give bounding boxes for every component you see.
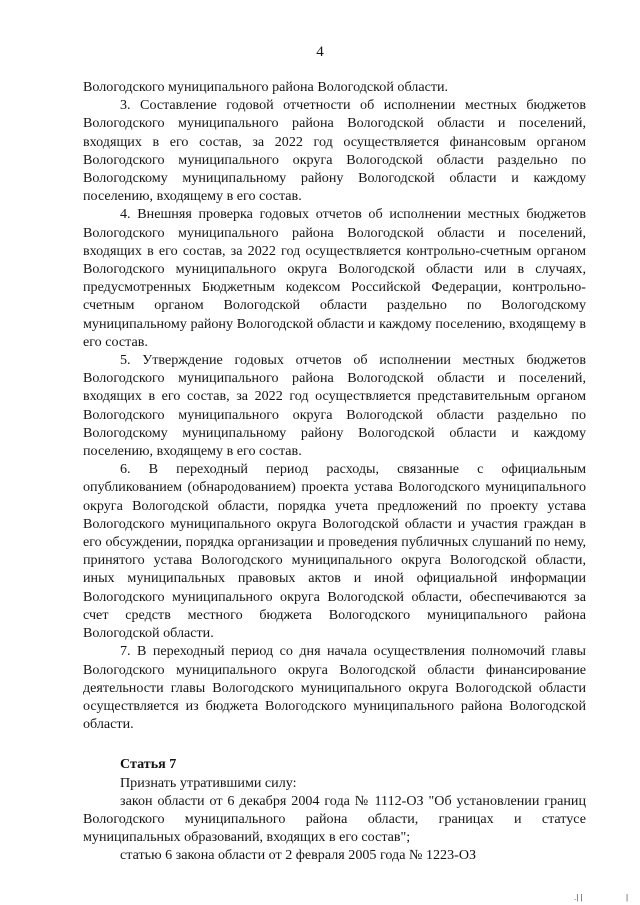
paragraph-4: 4. Внешняя проверка годовых отчетов об исполнении местных бюджетов Вологодского муниципального района Вологодской области и поселений, входящих в его состав, за 2022 год осуществляется контрольно-счетным органом Вологодского муниципального округа Вологодской области или в случаях, предусмотренных Бюджетным кодексом Российской Федерации, контрольно-счетным органом Вологодской области раздельно по Вологодскому муниципальному району Вологодской области и каждому поселению, входящему в его состав. [83,206,586,350]
article-intro: Признать утратившими силу: [120,774,297,791]
paragraph-continuation: Вологодского муниципального района Вологодской области. [83,79,449,95]
document-body [83,78,586,865]
article-item-law-1112: закон области от 6 декабря 2004 года № 1112-ОЗ "Об установлении границ Вологодского муниципального района области, границах и статусе муниципальных образований, входящих в его состав"; [83,792,586,846]
scan-mark-left: .| | [574,893,583,902]
paragraph-6: 6. В переходный период расходы, связанные с официальным опубликованием (обнародованием) проекта устава Вологодского муниципального округа Вологодской области, порядка учета предложений по проекту устава Вологодского муниципального округа Вологодской области и участия граждан в его обсуждении, порядка организации и проведения публичных слушаний по нему, принятого устава Вологодского муниципального округа Вологодской области, иных муниципальных правовых актов и иной официальной информации Вологодского муниципального округа Вологодской области, обеспечиваются за счет средств местного бюджета Вологодского муниципального района Вологодской области. [83,461,586,642]
section-gap [83,733,586,755]
paragraph-5: 5. Утверждение годовых отчетов об исполнении местных бюджетов Вологодского муниципального района Вологодской области и поселений, входящих в его состав, за 2022 год осуществляется представительным органом Вологодского муниципального округа Вологодской области раздельно по Вологодскому муниципальному району Вологодской области и каждому поселению, входящему в его состав. [83,352,586,460]
article-item-law-1223: статью 6 закона области от 2 февраля 2005 года № 1223-ОЗ [120,847,477,864]
page-number: 4 [316,44,324,60]
paragraph-3: 3. Составление годовой отчетности об исполнении местных бюджетов Вологодского муниципального района Вологодской области и поселений, входящих в его состав, за 2022 год осуществляется финансовым органом Вологодского муниципального округа Вологодской области раздельно по Вологодскому муниципальному району Вологодской области и каждому поселению, входящему в его состав. [83,97,586,205]
article-heading: Статья 7 [120,756,177,773]
scan-mark-right: | [626,893,629,902]
paragraph-7: 7. В переходный период со дня начала осуществления полномочий главы Вологодского муниципального округа Вологодской области финансирование деятельности главы Вологодского муниципального округа Вологодской области осуществляется из бюджета Вологодского муниципального района Вологодской области. [83,643,586,733]
